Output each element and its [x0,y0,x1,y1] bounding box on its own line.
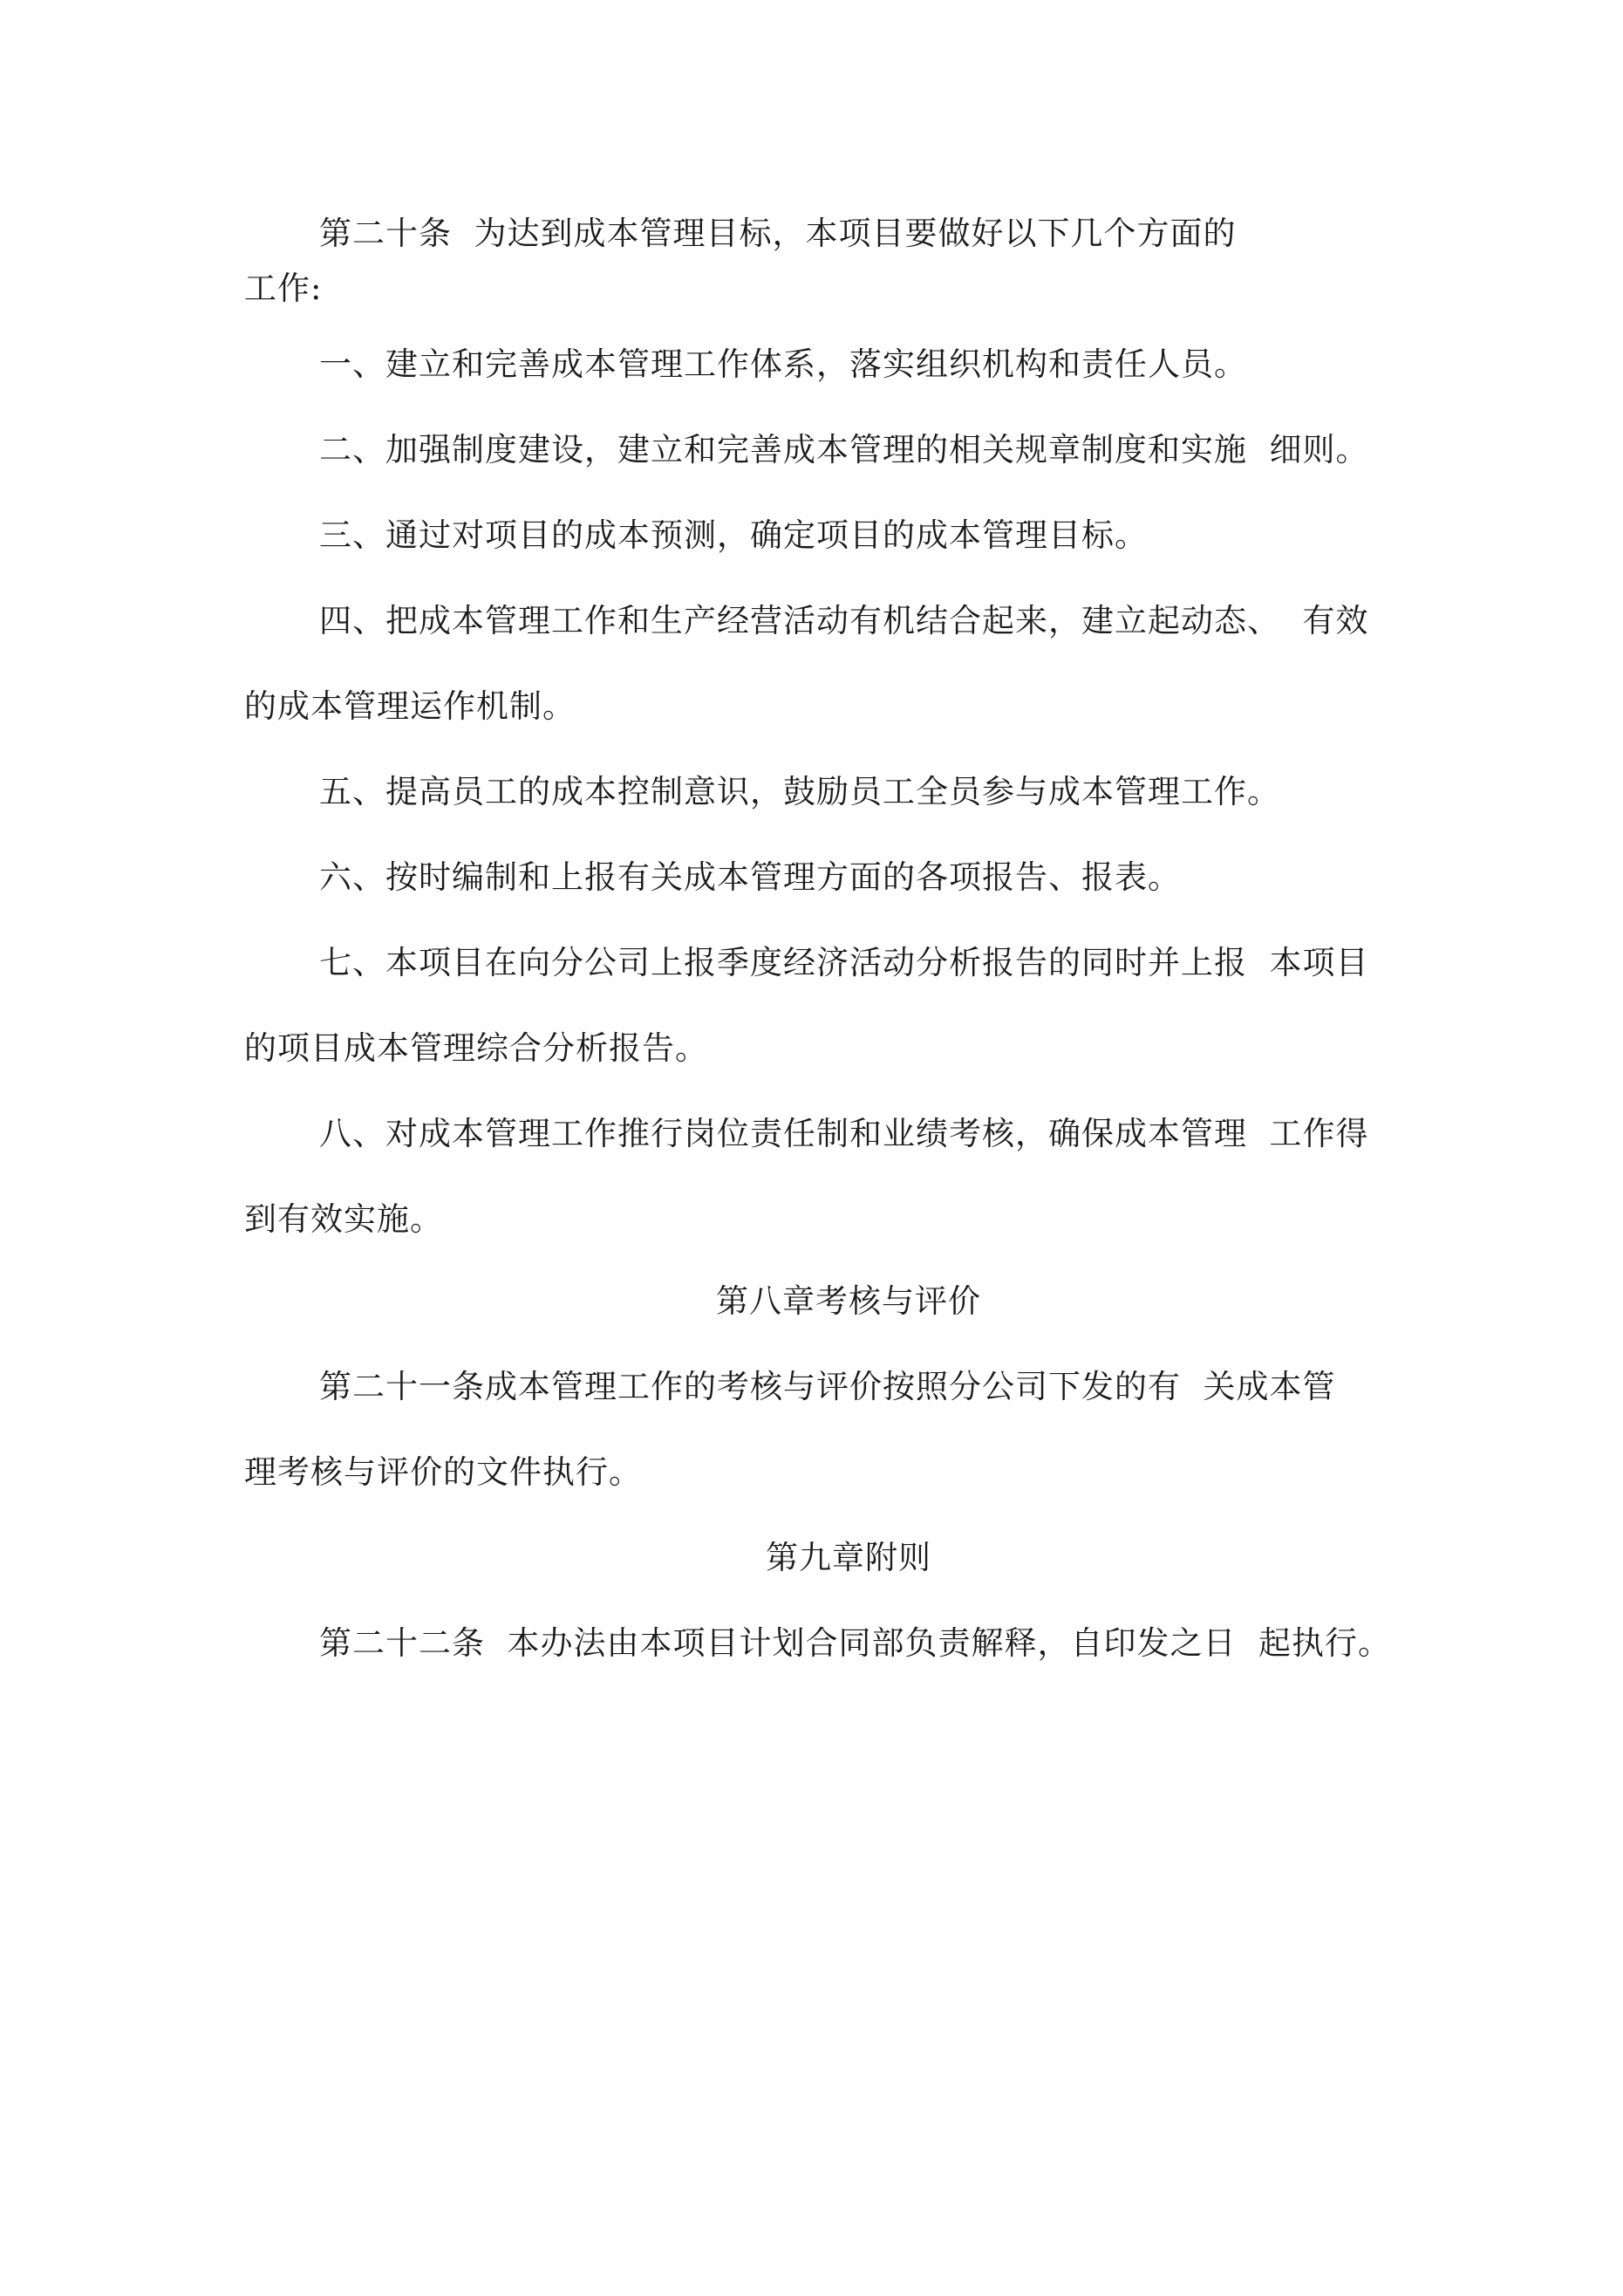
list-item-7-line-2: 的项目成本管理综合分析报告。 [244,1029,708,1067]
list-item-2: 二、加强制度建设，建立和完善成本管理的相关规章制度和实施 细则。 [319,431,1369,468]
article-22-line-1: 第二十二条 本办法由本项目计划合同部负责解释，自印发之日 起执行。 [319,1624,1392,1662]
list-item-8-line-2: 到有效实施。 [244,1200,443,1238]
chapter-8-heading: 第八章考核与评价 [716,1282,981,1320]
article-21-line-2: 理考核与评价的文件执行。 [244,1453,642,1491]
list-item-6: 六、按时编制和上报有关成本管理方面的各项报告、报表。 [319,858,1181,896]
article-21-line-1: 第二十一条成本管理工作的考核与评价按照分公司下发的有 关成本管 [319,1368,1336,1405]
list-item-7-line-1: 七、本项目在向分公司上报季度经济活动分析报告的同时并上报 本项目 [319,944,1369,981]
article-20-line-1: 第二十条 为达到成本管理目标，本项目要做好以下几个方面的 [319,215,1237,252]
list-item-8-line-1: 八、对成本管理工作推行岗位责任制和业绩考核，确保成本管理 工作得 [319,1115,1369,1152]
list-item-4-line-1: 四、把成本管理工作和生产经营活动有机结合起来，建立起动态、 有效 [319,602,1369,639]
list-item-4-line-2: 的成本管理运作机制。 [244,687,576,725]
list-item-1: 一、建立和完善成本管理工作体系，落实组织机构和责任人员。 [319,345,1247,383]
article-20-line-2: 工作: [244,270,323,307]
list-item-5: 五、提高员工的成本控制意识，鼓励员工全员参与成本管理工作。 [319,773,1280,810]
chapter-9-heading: 第九章附则 [766,1539,931,1576]
list-item-3: 三、通过对项目的成本预测，确定项目的成本管理目标。 [319,516,1148,554]
